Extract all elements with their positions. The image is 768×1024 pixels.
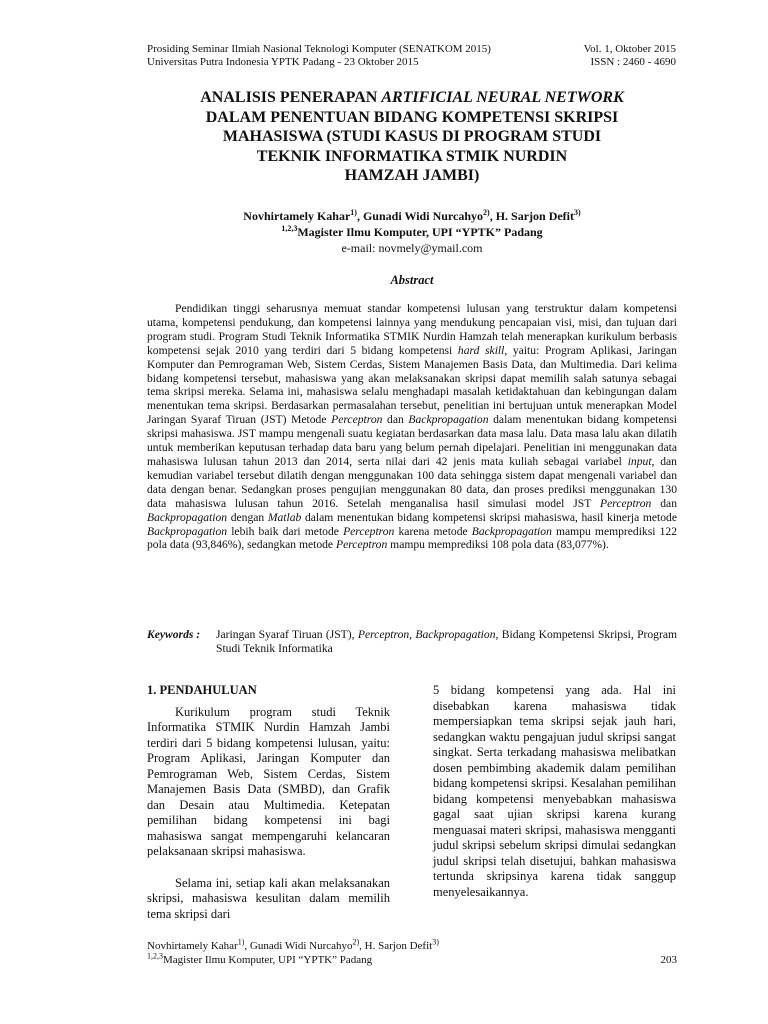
header-volume: Vol. 1, Oktober 2015 — [583, 43, 676, 55]
author-affiliation: $^{1,2,3}$Magister Ilmu Komputer, UPI “YPTK” Padang — [281, 224, 543, 239]
author-block — [147, 208, 677, 256]
footer-authors: Novhirtamely Kahar$^{1)}$, Gunadi Widi Nurcahyo$^{2)}$, H. Sarjon Defit$^{3)}$ — [147, 937, 439, 952]
title-line3: MAHASISWA (STUDI KASUS DI PROGRAM STUDI — [222, 128, 602, 145]
title-line4: TEKNIK INFORMATIKA STMIK NURDIN — [256, 147, 568, 165]
header-proceedings-name: Prosiding Seminar Ilmiah Nasional Teknologi Komputer (SENATKOM 2015) — [147, 43, 491, 55]
keywords-label: Keywords : — [147, 628, 201, 641]
running-header-right — [584, 43, 676, 69]
author-names: Novhirtamely Kahar$^{1)}$, Gunadi Widi Nurcahyo$^{2)}$, H. Sarjon Defit$^{3)}$ — [243, 208, 581, 223]
abstract-heading: Abstract — [390, 273, 434, 287]
running-header-left — [147, 43, 491, 69]
title-line2: DALAM PENENTUAN BIDANG KOMPETENSI SKRIPSI — [205, 108, 619, 126]
paper-title — [147, 88, 677, 186]
body-paragraph-3: 5 bidang kompetensi yang ada. Hal ini disebabkan karena mahasiswa tidak mempersiapkan tema skripsi sejak jauh hari, sedangkan waktu pengajuan judul skripsi sangat singkat. Serta terkadang mahasiswa melibatkan dosen pembimbing akademik dalam pemilihan bidang kompetensi skripsi. Kesalahan pemilihan bidang kompetensi menyebabkan mahasiswa gagal saat ujian skripsi karena kurang menguasai materi skripsi, mahasiswa mengganti judul skripsi sebelum skripsi dimulai sedangkan judul skripsi telah disetujui, bahkan mahasiswa tertunda skripsinya karena tidak sanggup menyelesaikannya. — [433, 683, 676, 899]
author-email: e-mail: novmely@ymail.com — [341, 241, 483, 255]
body-paragraph-2: Selama ini, setiap kali akan melaksanakan skripsi, mahasiswa kesulitan dalam memilih tema skripsi dari — [147, 875, 390, 921]
page-number: 203 — [660, 954, 677, 966]
section-heading: 1. PENDAHULUAN — [147, 683, 257, 697]
body-paragraph-1: Kurikulum program studi Teknik Informatika STMIK Nurdin Hamzah Jambi terdiri dari 5 bidang kompetensi lulusan, yaitu: Program Aplikasi, Jaringan Komputer dan Pemrograman Web, Sistem Cerdas, Sistem Manajemen Basis Data (SMBD), dan Grafik dan Desain atau Multimedia. Ketepatan pemilihan bidang kompetensi ini bagi mahasiswa sangat mempengaruhi kelancaran pelaksanaan skripsi mahasiswa. — [147, 704, 390, 858]
title-italic: ARTIFICIAL NEURAL NETWORK — [381, 89, 624, 106]
keywords-list: Jaringan Syaraf Tiruan (JST), Perceptron, Backpropagation, Bidang Kompetensi Skripsi, Program Studi Teknik Informatika — [216, 628, 677, 655]
page-footer — [147, 937, 677, 967]
title-part1: ANALISIS PENERAPAN — [200, 89, 382, 106]
abstract-body: Pendidikan tinggi seharusnya memuat standar kompetensi lulusan yang terstruktur dalam kompetensi utama, kompetensi pendukung, dan kompetensi lainnya yang mendukung pencapaian visi, misi, dan tujuan dari program studi. Program Studi Teknik Informatika STMIK Nurdin Hamzah telah menerapkan kurikulum berbasis kompetensi sejak 2010 yang terdiri dari 5 bidang kompetensi hard skill, yaitu: Program Aplikasi, Jaringan Komputer dan Pemrograman Web, Sistem Cerdas, Sistem Manajemen Basis Data, dan Multimedia. Dari kelima bidang kompetensi tersebut, mahasiswa yang akan melaksanakan skripsi dapat memilih salah satunya sebagai tema skripsi mereka. Selama ini, mahasiswa selalu menghadapi masalah ketidaktahuan dan kebingungan dalam menentukan tema skripsi. Berdasarkan permasalahan tersebut, penelitian ini bertujuan untuk menerapkan Model Jaringan Syaraf Tiruan (JST) Metode Perceptron dan Backpropagation dalam menentukan bidang kompetensi skripsi mahasiswa. JST mampu mengenali suatu kegiatan berdasarkan data masa lalu. Data masa lalu akan dilatih untuk memberikan keputusan terhadap data baru yang belum pernah dipelajari. Penelitian ini menggunakan data mahasiswa lulusan tahun 2013 dan 2014, serta nilai dari 42 jenis mata kuliah sebagai variabel input, dan kemudian variabel tersebut dilatih dengan menggunakan 100 data sehingga sistem dapat mengenali variabel dan data dengan benar. Sedangkan proses pengujian menggunakan 80 data, dan proses prediksi menggunakan 130 data mahasiswa lulusan tahun 2016. Setelah menganalisa hasil simulasi model JST Perceptron dan Backpropagation dengan Matlab dalam menentukan bidang kompetensi skripsi mahasiswa, hasil kinerja metode Backpropagation lebih baik dari metode Perceptron karena metode Backpropagation mampu memprediksi 122 pola data (93,846%), sedangkan metode Perceptron mampu memprediksi 108 pola data (83,077%). — [147, 302, 678, 552]
keywords — [147, 628, 677, 656]
header-venue-date: Universitas Putra Indonesia YPTK Padang - 23 Oktober 2015 — [147, 56, 419, 68]
body-column-left — [147, 683, 390, 938]
header-issn: ISSN : 2460 - 4690 — [590, 56, 676, 68]
footer-affiliation: $^{1,2,3}$Magister Ilmu Komputer, UPI “YPTK” Padang — [147, 950, 373, 966]
body-column-right — [433, 683, 676, 916]
title-line5: HAMZAH JAMBI) — [344, 167, 480, 184]
